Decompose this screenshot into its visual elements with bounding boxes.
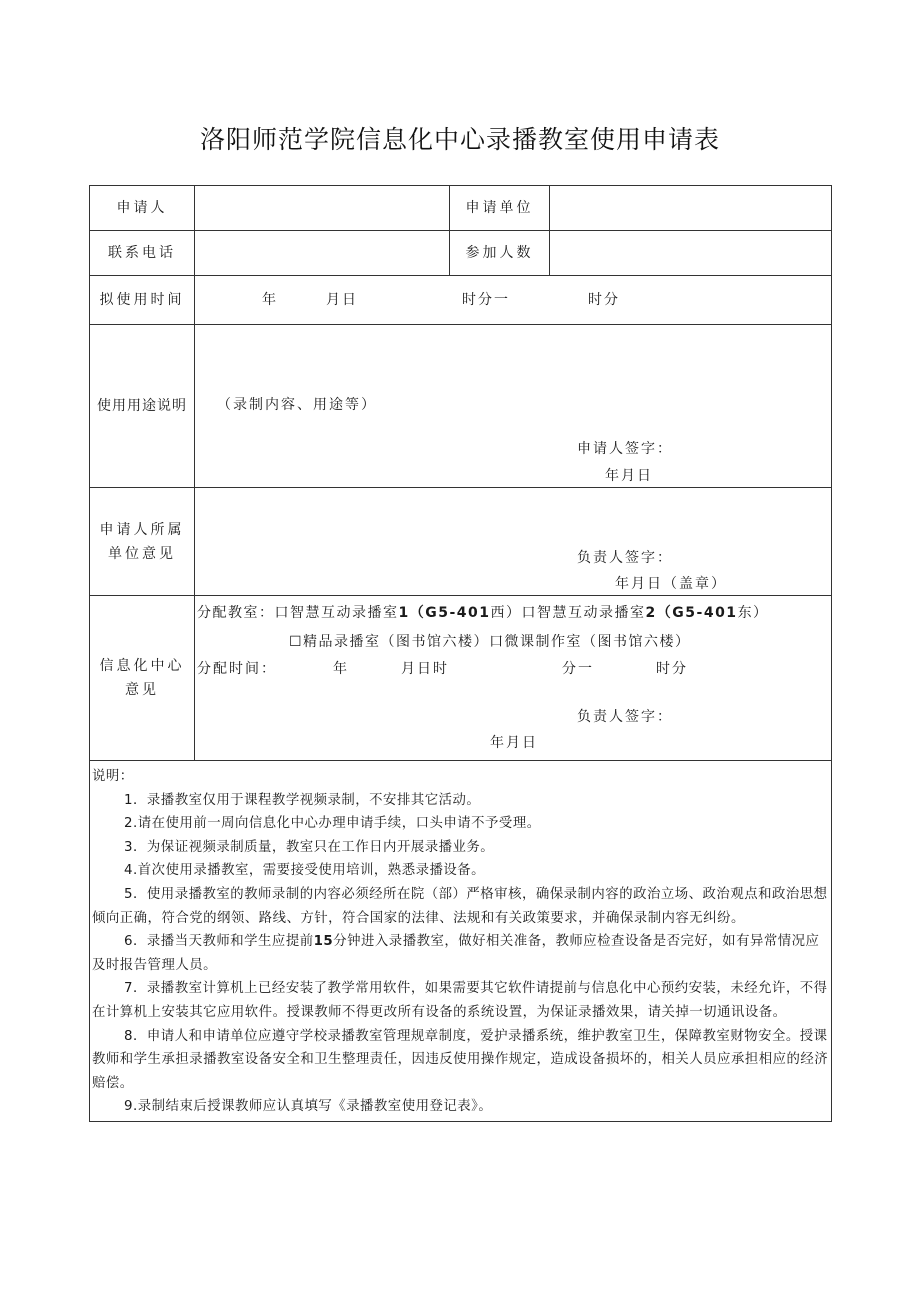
applicant-field[interactable] — [195, 186, 450, 231]
purpose-date: 年月日 — [605, 468, 653, 484]
note-item: 7．录播教室计算机上已经安装了教学常用软件，如果需要其它软件请提前与信息化中心预约安装，未经允许，不得在计算机上安装其它应用软件。授课教师不得更改所有设备的系统设置，为保证录播效果，请关掉一切通讯设备。 — [92, 981, 828, 1020]
dept-field[interactable] — [195, 488, 832, 596]
time-end-hm: 时分 — [588, 292, 620, 308]
dept-date: 年月日（盖章） — [615, 576, 727, 592]
room2-label[interactable]: 口智慧互动录播室 — [521, 605, 646, 621]
note-item: 9.录制结束后授课教师应认真填写《录播教室使用登记表》。 — [124, 1099, 493, 1115]
unit-label: 申请单位 — [450, 186, 550, 231]
note-item: 2.请在使用前一周向信息化中心办理申请手续，口头申请不予受理。 — [124, 816, 541, 832]
note-item: 8．申请人和申请单位应遵守学校录播教室管理规章制度，爱护录播系统，维护教室卫生，保障教室财物安全。授课教师和学生承担录播教室设备安全和卫生整理责任，因违反使用操作规定，造成设备损坏的，相关人员应承担相应的经济赔偿。 — [92, 1028, 829, 1091]
assign-room-line1 — [197, 602, 769, 622]
room2-side: 东） — [737, 605, 769, 621]
assign-room-prefix: 分配教室： — [197, 605, 275, 621]
room1-side: 西） — [490, 605, 522, 621]
room2-number: 2 — [645, 605, 657, 621]
phone-field[interactable] — [195, 231, 450, 276]
dept-label: 申请人所属单位意见 — [90, 488, 195, 596]
room1-label[interactable]: 口智慧互动录播室 — [274, 605, 399, 621]
note-item: 1．录播教室仅用于课程教学视频录制，不安排其它活动。 — [124, 792, 481, 808]
purpose-field[interactable] — [195, 325, 832, 488]
people-field[interactable] — [550, 231, 832, 276]
assign-time-min-dash: 分一 — [562, 661, 594, 677]
notes-heading: 说明： — [92, 769, 134, 784]
center-date: 年月日 — [490, 735, 538, 751]
unit-field[interactable] — [550, 186, 832, 231]
note-item: 3．为保证视频录制质量，教室只在工作日内开展录播业务。 — [124, 839, 495, 855]
assign-time-year: 年 — [333, 661, 349, 677]
note-item: 5．使用录播教室的教师录制的内容必须经所在院（部）严格审核，确保录制内容的政治立场、政治观点和政治思想倾向正确，符合党的纲领、路线、方针，符合国家的法律、法规和有关政策要求，并确保录制内容无纠纷。 — [92, 886, 828, 926]
time-year: 年 — [262, 292, 278, 308]
note-item: 4.首次使用录播教室，需要接受使用培训，熟悉录播设备。 — [124, 863, 486, 879]
time-monthday: 月日 — [326, 292, 358, 308]
assign-room-line2 — [289, 631, 691, 651]
purpose-sign: 申请人签字： — [577, 441, 673, 457]
time-start-hm: 时分一 — [462, 292, 510, 308]
people-label: 参加人数 — [450, 231, 550, 276]
center-sign: 负责人签字： — [577, 709, 673, 725]
room1-code: （G5-401 — [409, 605, 491, 621]
assign-time-prefix: 分配时间： — [197, 661, 277, 677]
time-field[interactable] — [195, 276, 832, 325]
dept-sign: 负责人签字： — [577, 550, 673, 566]
center-field[interactable] — [195, 596, 832, 761]
application-form-table — [89, 185, 832, 1122]
notes-section — [90, 761, 832, 1122]
time-label: 拟使用时间 — [90, 276, 195, 325]
page-title: 洛阳师范学院信息化中心录播教室使用申请表 — [199, 125, 720, 154]
note-item: 6．录播当天教师和学生应提前15分钟进入录播教室，做好相关准备，教师应检查设备是否完好，如有异常情况应及时报告管理人员。 — [92, 934, 820, 973]
phone-label: 联系电话 — [90, 231, 195, 276]
purpose-label: 使用用途说明 — [90, 325, 195, 488]
assign-time-hm: 时分 — [656, 661, 688, 677]
room2-code: （G5-401 — [656, 605, 738, 621]
room4-label[interactable]: 口微课制作室（图书馆六楼） — [489, 634, 691, 650]
purpose-hint: （录制内容、用途等） — [217, 397, 377, 413]
room3-label[interactable]: ☐精品录播室（图书馆六楼） — [289, 634, 490, 650]
assign-time-mdh: 月日时 — [401, 661, 449, 677]
room1-number: 1 — [398, 605, 410, 621]
applicant-label: 申请人 — [90, 186, 195, 231]
center-label: 信息化中心意见 — [90, 596, 195, 761]
